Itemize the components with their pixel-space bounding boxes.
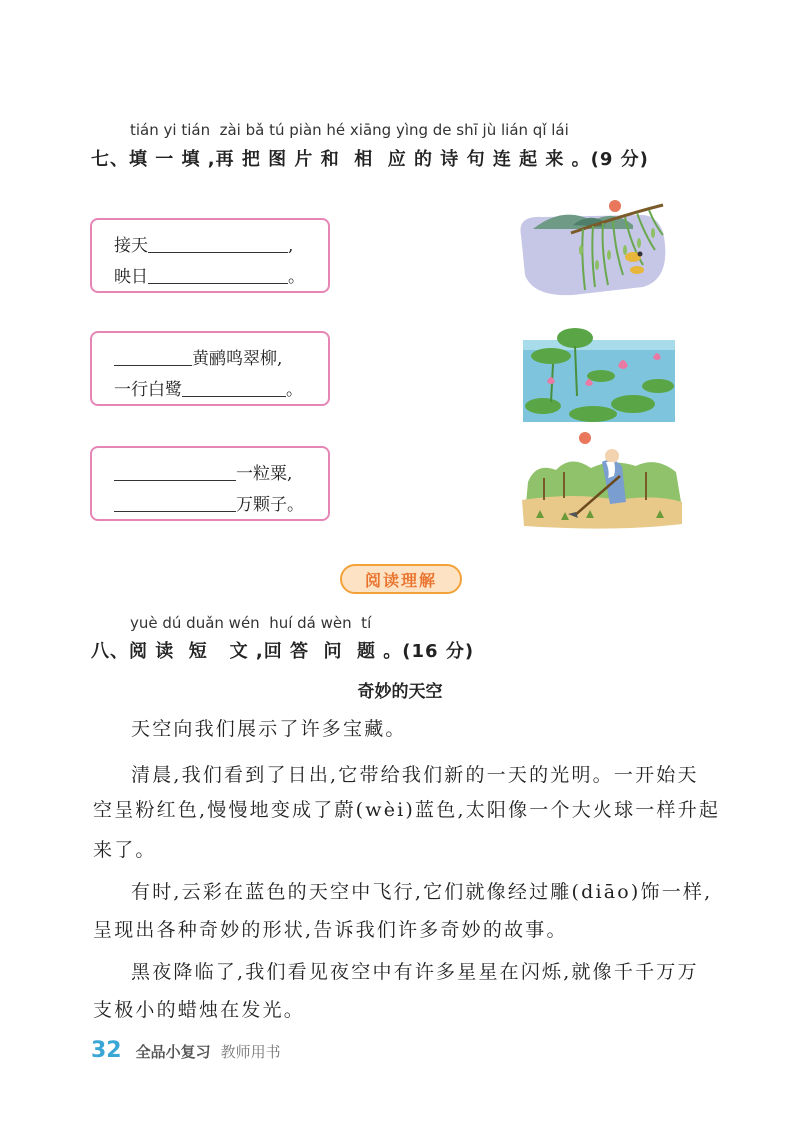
article-line-4: 来了。 [93, 839, 157, 861]
article-title: 奇妙的天空 [357, 682, 443, 702]
willow-orioles-illustration[interactable] [513, 195, 673, 300]
reading-section-label: 阅读理解 [364, 570, 437, 590]
box2-blank-2[interactable] [182, 378, 286, 397]
article-line-3: 空呈粉红色,慢慢地变成了蔚(wèi)蓝色,太阳像一个大火球一样升起 [93, 799, 721, 821]
box1-line2-suffix: 。 [288, 267, 305, 287]
box1-line1-prefix: 接天 [114, 236, 148, 256]
poem-box-1 [90, 218, 330, 293]
poem-box-3 [90, 446, 330, 521]
q7-title: 七、填 一 填 ,再 把 图 片 和 相 应 的 诗 句 连 起 来 。(9 分) [91, 149, 649, 170]
poem-box-2 [90, 331, 330, 406]
lotus-pond-illustration[interactable] [523, 326, 675, 422]
box3-blank-1[interactable] [114, 462, 236, 481]
article-line-6: 呈现出各种奇妙的形状,告诉我们许多奇妙的故事。 [93, 919, 568, 941]
box2-line1-suffix: 黄鹂鸣翠柳, [192, 349, 283, 369]
box1-line2-prefix: 映日 [114, 267, 148, 287]
box3-line2-suffix: 万颗子。 [236, 495, 304, 515]
box2-blank-1[interactable] [114, 347, 192, 366]
article-line-1: 天空向我们展示了许多宝藏。 [131, 718, 407, 740]
reading-section-badge [340, 564, 462, 594]
article-line-8: 支极小的蜡烛在发光。 [93, 999, 306, 1021]
q7-pinyin: tián yi tián zài bǎ tú piàn hé xiāng yìng de shī jù lián qǐ lái [130, 121, 569, 139]
edition-label: 教师用书 [220, 1043, 281, 1061]
page-number: 32 [91, 1038, 122, 1063]
article-line-2: 清晨,我们看到了日出,它带给我们新的一天的光明。一开始天 [131, 764, 699, 786]
article-line-7: 黑夜降临了,我们看见夜空中有许多星星在闪烁,就像千千万万 [131, 961, 699, 983]
article-line-5: 有时,云彩在蓝色的天空中飞行,它们就像经过雕(diāo)饰一样, [131, 881, 713, 903]
page-footer [91, 1038, 281, 1063]
box3-blank-2[interactable] [114, 493, 236, 512]
q8-title: 八、阅 读 短 文 ,回 答 问 题 。(16 分) [91, 641, 475, 662]
box1-line1-suffix: , [288, 236, 294, 256]
farmer-hoeing-illustration[interactable] [516, 432, 686, 532]
box2-line2-prefix: 一行白鹭 [114, 380, 182, 400]
box2-line2-suffix: 。 [286, 380, 303, 400]
book-name: 全品小复习 [135, 1043, 211, 1061]
box1-blank-2[interactable] [148, 265, 288, 284]
q8-pinyin: yuè dú duǎn wén huí dá wèn tí [130, 614, 372, 632]
box3-line1-suffix: 一粒粟, [236, 464, 293, 484]
box1-blank-1[interactable] [148, 234, 288, 253]
